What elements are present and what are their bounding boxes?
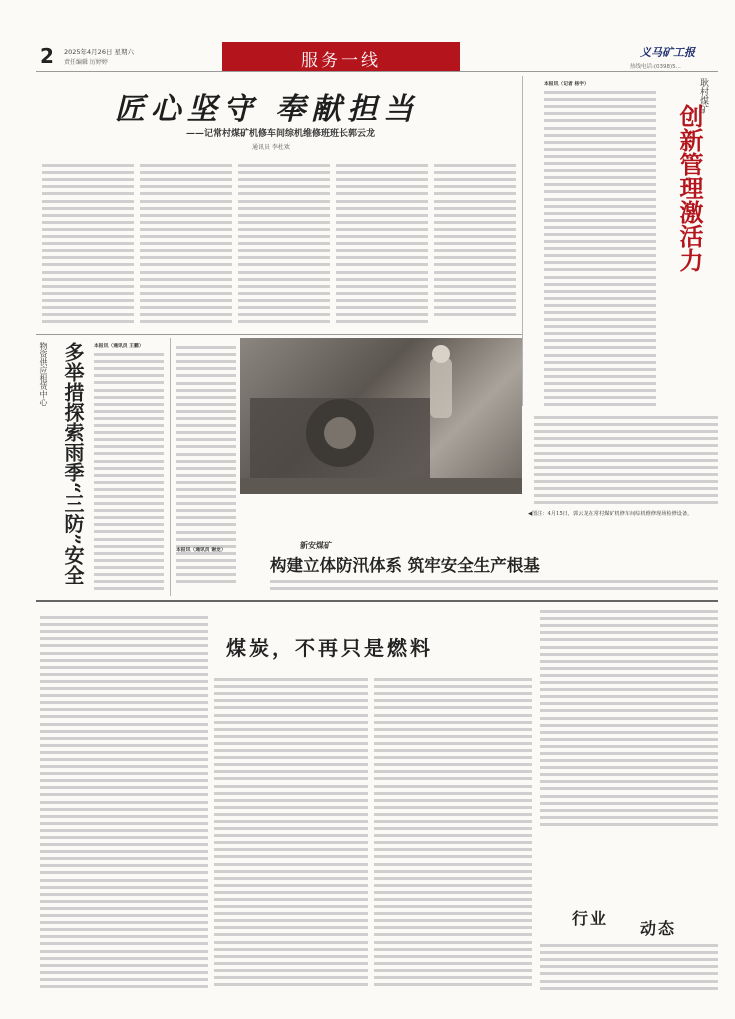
left-kicker: 物资供应租赁中心 (39, 342, 48, 406)
date-line: 2025年4月26日 星期六 (64, 48, 135, 56)
middle-left-col (176, 338, 238, 596)
lead-byline: 通讯员 李杜欢 (252, 144, 290, 151)
right-dateline: 本报讯（记者 杨宇） (544, 82, 589, 87)
section-title: 服务一线 (301, 51, 381, 71)
lead-body-col3 (238, 160, 330, 328)
lead-body-col2 (140, 160, 232, 328)
middle-body (270, 576, 718, 596)
lead-body-col4 (336, 160, 428, 328)
bottom-body-col3 (374, 674, 532, 992)
left-body-col1 (94, 349, 164, 595)
machinery-image (240, 338, 522, 494)
lead-headline: 匠心坚守 奉献担当 (114, 92, 420, 127)
lead-body-col1 (42, 160, 134, 328)
bottom-body-col1 (40, 612, 208, 992)
section-label-news: 动态 (640, 919, 677, 938)
right-body-col1 (544, 87, 656, 407)
left-story (36, 338, 166, 596)
divider-lead-right (522, 76, 523, 406)
masthead-logo: 义马矿工报 (640, 46, 695, 59)
middle-kicker: 新安煤矿 (300, 541, 332, 550)
lead-photo (240, 338, 522, 494)
divider-middle-bottom (36, 600, 718, 602)
masthead-sub: 热线电话:(0398)5... (630, 64, 681, 70)
lead-body-col5 (434, 160, 516, 320)
right-headline: 创新管理激活力 (675, 104, 704, 272)
bottom-body-col2 (214, 674, 368, 992)
editor-line: 责任编辑 厉婷婷 (64, 59, 108, 66)
right-story (526, 76, 718, 406)
divider-left-story (170, 338, 171, 596)
middle-dateline: 本报讯（通讯员 谢龙） (176, 548, 226, 553)
left-headline: 多举措探索雨季“三防”安全 (61, 342, 85, 586)
photo-caption: ◀图注：4月15日，郭云龙在常村煤矿机修车间综机维修现场检修设备。 (528, 511, 693, 517)
middle-left-body (176, 342, 236, 592)
lead-subheading: ——记常村煤矿机修车间综机维修班班长郭云龙 (186, 129, 376, 139)
left-dateline: 本报讯（通讯员 王鹏） (94, 344, 144, 349)
bottom-body-col4 (540, 606, 718, 832)
bottom-body-col5 (540, 940, 718, 994)
section-label-industry: 行业 (572, 909, 609, 928)
bottom-story (36, 604, 536, 994)
right-body-lower (534, 412, 718, 508)
bottom-headline: 煤炭，不再只是燃料 (226, 636, 433, 660)
page-header (0, 0, 735, 72)
lead-story (36, 74, 521, 334)
page-number: 2 (40, 44, 54, 68)
right-kicker: 耿村煤矿 (698, 78, 708, 114)
divider-lead-bottom (36, 334, 522, 335)
middle-headline: 构建立体防汛体系 筑牢安全生产根基 (270, 556, 540, 575)
header-rule (36, 71, 718, 72)
